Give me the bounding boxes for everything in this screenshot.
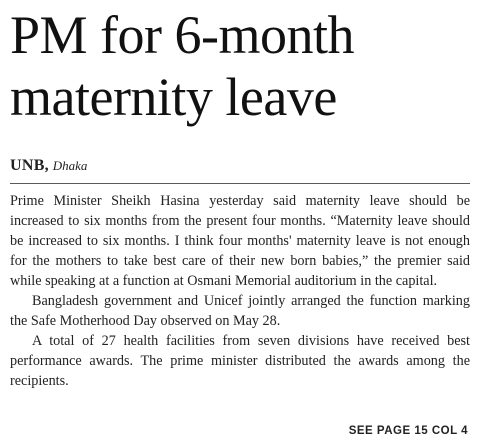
byline-agency: UNB, — [10, 157, 49, 174]
paragraph-2: Bangladesh government and Unicef jointly arranged the function marking the Safe Motherhood Day observed on May 28. — [10, 293, 470, 329]
headline-line-2: maternity leave — [10, 67, 337, 127]
headline — [10, 4, 472, 128]
byline-divider — [10, 183, 470, 184]
article-body — [10, 191, 470, 391]
byline — [10, 157, 87, 175]
continuation-jump-line: SEE PAGE 15 COL 4 — [348, 425, 468, 437]
byline-place: Dhaka — [52, 158, 88, 173]
paragraph-1: Prime Minister Sheikh Hasina yesterday said maternity leave should be increased to six months from the present four months. “Maternity leave should be increased to six months. I think four months' maternity leave is not enough for the mothers to take best care of their new born babies,” the premier said while speaking at a function at Osmani Memorial auditorium in the capital. — [10, 193, 470, 289]
paragraph-3: A total of 27 health facilities from seven divisions have received best performance awards. The prime minister distributed the awards among the recipients. — [10, 333, 470, 389]
headline-line-1: PM for 6-month — [10, 5, 354, 65]
